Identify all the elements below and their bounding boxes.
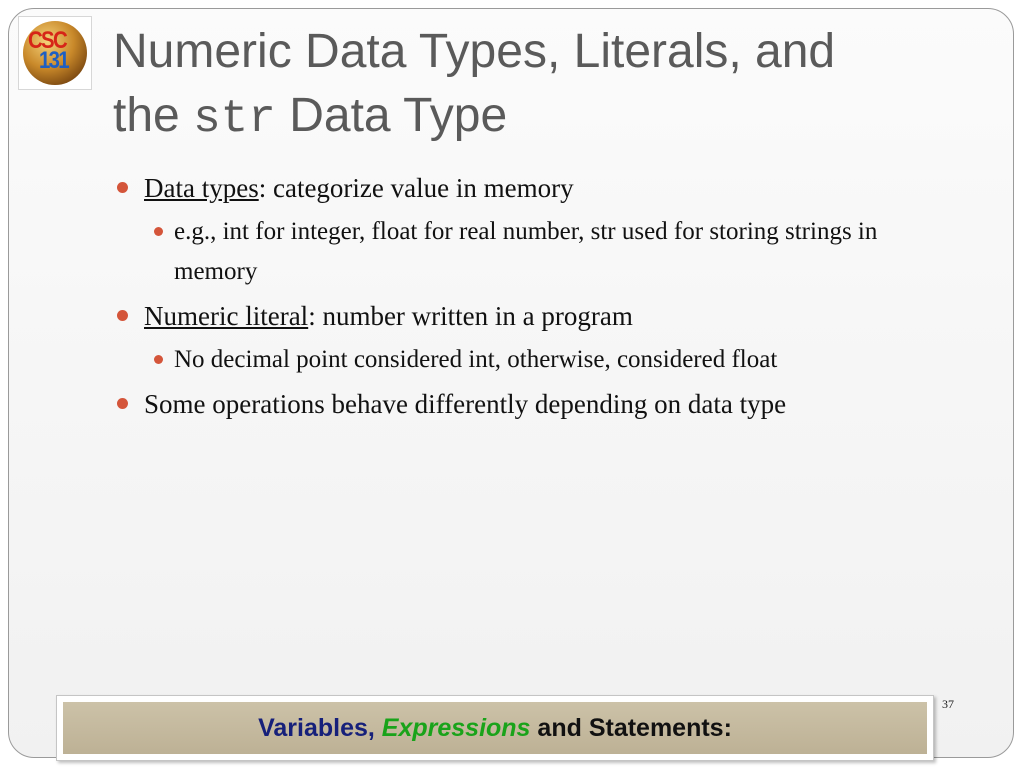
logo-bottom-text: 131 [39, 47, 68, 74]
sub-bullet-text: e.g., int for integer, float for real number, str used for storing strings in memory [174, 218, 878, 285]
title-code-str: str [193, 93, 276, 145]
course-logo [18, 16, 92, 90]
sub-bullet-decimal-point [144, 340, 954, 380]
term-numeric-literal: Numeric literal [144, 301, 309, 331]
logo-coin-icon [23, 21, 87, 85]
bullet-dot-icon [117, 310, 128, 321]
title-line-1: Numeric Data Types, Literals, and [113, 25, 836, 78]
page-number: 37 [942, 697, 954, 711]
footer-banner [56, 695, 934, 761]
bullet-text: Some operations behave differently depending on data type [144, 389, 787, 419]
slide-body [114, 168, 954, 428]
sub-bullet-dot-icon [154, 227, 163, 236]
bullet-dot-icon [117, 398, 128, 409]
term-data-types: Data types [144, 173, 259, 203]
bullet-text: : categorize value in memory [258, 173, 574, 203]
bullet-text: : number written in a program [308, 301, 633, 331]
footer-statements: and Statements: [537, 713, 732, 742]
footer-expressions: Expressions [381, 713, 531, 742]
sub-bullet-dot-icon [154, 355, 163, 364]
footer-label [63, 702, 927, 754]
bullet-numeric-literal [114, 296, 954, 336]
bullet-data-types [114, 168, 954, 208]
title-line-2-prefix: the [113, 89, 194, 142]
footer-variables: Variables, [258, 713, 375, 742]
bullet-dot-icon [117, 182, 128, 193]
title-line-2-suffix: Data Type [275, 89, 508, 142]
slide-title [113, 20, 993, 151]
sub-bullet-text: No decimal point considered int, otherwise, considered float [174, 346, 778, 373]
logo-top-text: CSC [28, 27, 66, 54]
sub-bullet-examples [144, 212, 954, 292]
bullet-operations [114, 384, 954, 424]
